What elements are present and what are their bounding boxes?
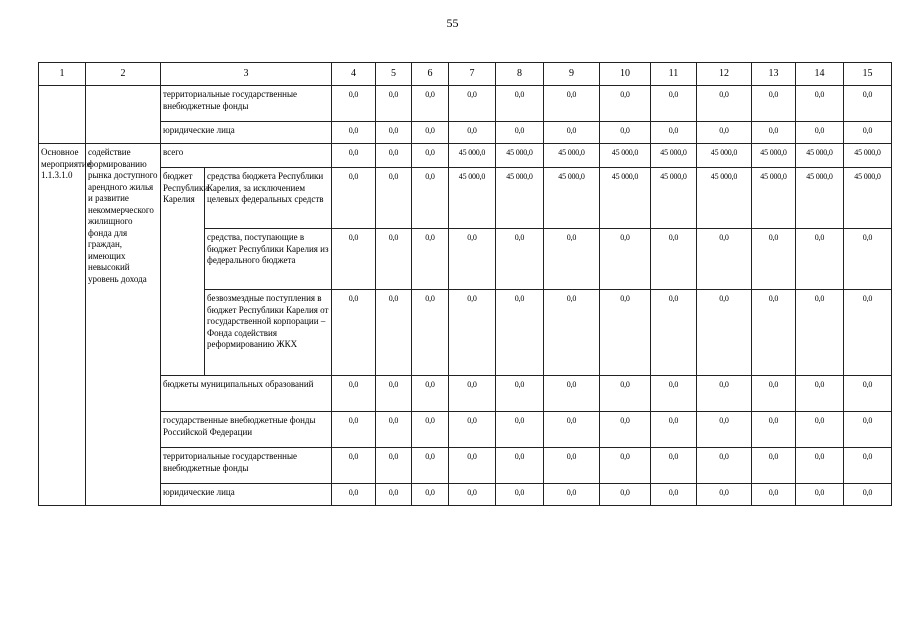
table-cell: 0,0 — [332, 229, 376, 290]
table-cell: 45 000,0 — [752, 168, 796, 229]
table-cell: 0,0 — [752, 122, 796, 144]
table-cell: 0,0 — [412, 290, 449, 376]
table-cell: 0,0 — [449, 376, 496, 412]
table-cell: 0,0 — [752, 448, 796, 484]
table-cell: 0,0 — [697, 86, 752, 122]
table-cell: 0,0 — [412, 412, 449, 448]
table-cell: 0,0 — [600, 86, 651, 122]
table-cell: 0,0 — [496, 290, 544, 376]
table-cell: 0,0 — [752, 484, 796, 506]
budget-group-label: бюджет Республики Карелия — [161, 168, 205, 376]
table-cell: 0,0 — [412, 168, 449, 229]
table-cell: 0,0 — [844, 484, 892, 506]
table-cell: 0,0 — [697, 448, 752, 484]
table-cell: 0,0 — [697, 229, 752, 290]
column-header: 1 — [39, 63, 86, 86]
table-cell: 0,0 — [332, 168, 376, 229]
table-cell: 0,0 — [544, 376, 600, 412]
table-cell: 0,0 — [496, 376, 544, 412]
table-cell: 0,0 — [600, 376, 651, 412]
table-cell: 0,0 — [376, 290, 412, 376]
row-label: территориальные государственные внебюджетные фонды — [161, 86, 332, 122]
table-cell: 0,0 — [449, 484, 496, 506]
table-cell: 45 000,0 — [600, 168, 651, 229]
column-header: 14 — [796, 63, 844, 86]
row-label: бюджеты муниципальных образований — [161, 376, 332, 412]
table-cell: 0,0 — [412, 86, 449, 122]
table-cell: 0,0 — [376, 412, 412, 448]
table-cell: 0,0 — [412, 122, 449, 144]
table-cell: 45 000,0 — [600, 144, 651, 168]
table-cell: 0,0 — [449, 229, 496, 290]
table-cell: 0,0 — [844, 376, 892, 412]
table-cell: 0,0 — [796, 484, 844, 506]
table-cell: 0,0 — [697, 376, 752, 412]
table-cell: 0,0 — [376, 229, 412, 290]
table-cell: 45 000,0 — [752, 144, 796, 168]
table-cell: 0,0 — [844, 86, 892, 122]
table-cell: 0,0 — [376, 86, 412, 122]
table-cell: 0,0 — [332, 86, 376, 122]
table-cell: 0,0 — [600, 412, 651, 448]
table-cell: 0,0 — [412, 376, 449, 412]
table-cell: 45 000,0 — [844, 144, 892, 168]
table-cell: 0,0 — [376, 122, 412, 144]
table-cell: 0,0 — [796, 122, 844, 144]
column-header: 7 — [449, 63, 496, 86]
table-cell: 0,0 — [651, 412, 697, 448]
table-cell: 0,0 — [449, 122, 496, 144]
column-header: 9 — [544, 63, 600, 86]
row-label: средства бюджета Республики Карелия, за исключением целевых федеральных средств — [205, 168, 332, 229]
table-cell: 0,0 — [544, 229, 600, 290]
table-cell: 0,0 — [796, 86, 844, 122]
table-cell: 0,0 — [332, 412, 376, 448]
table-cell: 0,0 — [332, 376, 376, 412]
table-cell: 0,0 — [796, 448, 844, 484]
column-header: 6 — [412, 63, 449, 86]
table-cell: 0,0 — [544, 412, 600, 448]
table-cell: 0,0 — [844, 229, 892, 290]
table-cell: 0,0 — [844, 448, 892, 484]
row-label: юридические лица — [161, 484, 332, 506]
table-cell: 45 000,0 — [496, 168, 544, 229]
table-cell: 0,0 — [332, 290, 376, 376]
table-cell: 0,0 — [796, 412, 844, 448]
column-header: 15 — [844, 63, 892, 86]
table-row — [39, 484, 892, 506]
column-header: 13 — [752, 63, 796, 86]
column-header: 5 — [376, 63, 412, 86]
table-cell: 0,0 — [496, 412, 544, 448]
table-cell: 0,0 — [697, 484, 752, 506]
page-number: 55 — [446, 16, 459, 30]
table-cell: 45 000,0 — [544, 168, 600, 229]
row-label: средства, поступающие в бюджет Республики Карелия из федерального бюджета — [205, 229, 332, 290]
table-cell: 0,0 — [332, 484, 376, 506]
table-cell: 0,0 — [697, 122, 752, 144]
table-cell: 45 000,0 — [449, 144, 496, 168]
table-row — [39, 86, 892, 122]
table-cell: 0,0 — [496, 484, 544, 506]
column-header: 8 — [496, 63, 544, 86]
table-cell: 0,0 — [651, 290, 697, 376]
table-cell: 0,0 — [496, 122, 544, 144]
table-cell: 0,0 — [332, 448, 376, 484]
budget-table — [38, 62, 892, 506]
table-cell: 0,0 — [376, 484, 412, 506]
table-cell: 0,0 — [376, 448, 412, 484]
table-cell: 45 000,0 — [796, 168, 844, 229]
table-cell: 0,0 — [752, 290, 796, 376]
table-row — [39, 144, 892, 168]
table-cell: 0,0 — [376, 144, 412, 168]
table-cell: 0,0 — [496, 229, 544, 290]
table-cell: 0,0 — [651, 86, 697, 122]
table-cell: 45 000,0 — [697, 144, 752, 168]
table-cell: 0,0 — [496, 448, 544, 484]
table-cell: 0,0 — [796, 290, 844, 376]
activity-name: содействие формированию рынка доступного арендного жилья и развитие некоммерческого жилищного фонда для граждан, имеющих невысокий уровень дохода — [86, 144, 161, 506]
table-cell: 0,0 — [752, 229, 796, 290]
table-cell: 45 000,0 — [449, 168, 496, 229]
header-row — [39, 63, 892, 86]
table-cell: 0,0 — [752, 376, 796, 412]
table-cell: 0,0 — [332, 144, 376, 168]
row-label: государственные внебюджетные фонды Российской Федерации — [161, 412, 332, 448]
table-cell: 0,0 — [752, 412, 796, 448]
table-cell: 0,0 — [544, 86, 600, 122]
table-cell: 0,0 — [544, 290, 600, 376]
table-cell: 0,0 — [600, 229, 651, 290]
table-cell: 0,0 — [412, 448, 449, 484]
table-cell: 0,0 — [449, 448, 496, 484]
table-cell: 0,0 — [600, 290, 651, 376]
table-row — [39, 448, 892, 484]
column-header: 3 — [161, 63, 332, 86]
table-cell: 0,0 — [449, 412, 496, 448]
table-cell: 0,0 — [332, 122, 376, 144]
row-label: всего — [161, 144, 332, 168]
table-cell: 0,0 — [376, 376, 412, 412]
table-row — [39, 168, 892, 229]
table-cell: 0,0 — [544, 122, 600, 144]
table-cell: 0,0 — [844, 122, 892, 144]
table-cell: 45 000,0 — [651, 144, 697, 168]
column-header: 2 — [86, 63, 161, 86]
table-cell: 0,0 — [651, 484, 697, 506]
table-cell: 0,0 — [496, 86, 544, 122]
table-cell: 45 000,0 — [651, 168, 697, 229]
row-label: безвозмездные поступления в бюджет Республики Карелия от государственной корпорации – Фонда содействия реформированию ЖКХ — [205, 290, 332, 376]
table-cell: 0,0 — [449, 290, 496, 376]
table-cell: 0,0 — [651, 448, 697, 484]
table-cell: 0,0 — [752, 86, 796, 122]
table-cell: 45 000,0 — [697, 168, 752, 229]
table-cell: 0,0 — [412, 144, 449, 168]
table-cell: 0,0 — [449, 86, 496, 122]
table-cell: 0,0 — [796, 229, 844, 290]
table-cell: 0,0 — [844, 290, 892, 376]
column-header: 12 — [697, 63, 752, 86]
table-cell: 0,0 — [651, 122, 697, 144]
activity-code: Основное мероприятие 1.1.3.1.0 — [39, 144, 86, 506]
table-cell: 0,0 — [412, 484, 449, 506]
column-header: 11 — [651, 63, 697, 86]
column-header: 4 — [332, 63, 376, 86]
table-cell: 0,0 — [651, 376, 697, 412]
table-cell: 0,0 — [697, 412, 752, 448]
table-cell: 45 000,0 — [844, 168, 892, 229]
table-row — [39, 122, 892, 144]
table-cell: 45 000,0 — [544, 144, 600, 168]
table-cell: 0,0 — [600, 484, 651, 506]
table-row — [39, 376, 892, 412]
column-header: 10 — [600, 63, 651, 86]
table-cell: 0,0 — [376, 168, 412, 229]
row-label: территориальные государственные внебюджетные фонды — [161, 448, 332, 484]
table-cell: 0,0 — [544, 448, 600, 484]
table-cell: 0,0 — [697, 290, 752, 376]
table-cell: 0,0 — [412, 229, 449, 290]
table-cell: 0,0 — [651, 229, 697, 290]
table-cell: 0,0 — [600, 448, 651, 484]
table-cell: 0,0 — [796, 376, 844, 412]
row-label: юридические лица — [161, 122, 332, 144]
table-cell: 0,0 — [600, 122, 651, 144]
table-cell: 45 000,0 — [796, 144, 844, 168]
table-cell: 0,0 — [544, 484, 600, 506]
table-cell: 45 000,0 — [496, 144, 544, 168]
table-row — [39, 412, 892, 448]
table-cell: 0,0 — [844, 412, 892, 448]
